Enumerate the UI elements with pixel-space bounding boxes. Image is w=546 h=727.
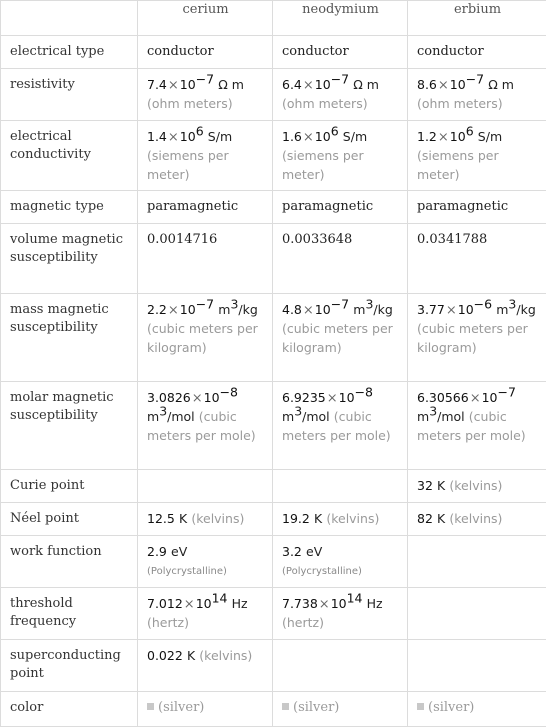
row-curie-point xyxy=(1,470,546,503)
cell-neodymium: conductor xyxy=(273,36,408,69)
cell-cerium: $7.012\times 10^{14}$ Hz (hertz) xyxy=(138,588,273,640)
row-electrical-type xyxy=(1,36,546,69)
column-header-erbium: erbium xyxy=(408,1,546,36)
cell-neodymium: 19.2 K (kelvins) xyxy=(273,503,408,536)
row-resistivity xyxy=(1,69,546,121)
row-label: work function xyxy=(1,536,138,588)
row-neel-point xyxy=(1,503,546,536)
cell-neodymium: 0.0033648 xyxy=(273,224,408,294)
row-label: Néel point xyxy=(1,503,138,536)
cell-erbium xyxy=(408,588,546,640)
cell-erbium xyxy=(408,536,546,588)
row-threshold-frequency xyxy=(1,588,546,640)
row-mass-magnetic-susceptibility xyxy=(1,294,546,382)
cell-erbium: conductor xyxy=(408,36,546,69)
row-label: electrical type xyxy=(1,36,138,69)
cell-erbium: 82 K (kelvins) xyxy=(408,503,546,536)
cell-cerium: $1.4\times 10^6$ S/m (siemens per meter) xyxy=(138,121,273,191)
cell-neodymium: (silver) xyxy=(273,692,408,727)
row-label: resistivity xyxy=(1,69,138,121)
cell-neodymium: $6.4\times 10^{-7}$ Ω m (ohm meters) xyxy=(273,69,408,121)
row-molar-magnetic-susceptibility xyxy=(1,382,546,470)
row-work-function xyxy=(1,536,546,588)
cell-cerium: 12.5 K (kelvins) xyxy=(138,503,273,536)
cell-neodymium: 3.2 eV (Polycrystalline) xyxy=(273,536,408,588)
cell-cerium: $7.4\times 10^{-7}$ Ω m (ohm meters) xyxy=(138,69,273,121)
cell-neodymium: $7.738\times 10^{14}$ Hz (hertz) xyxy=(273,588,408,640)
cell-cerium: 0.022 K (kelvins) xyxy=(138,640,273,692)
cell-neodymium: $4.8\times 10^{-7}$ $m^3/kg$ (cubic meters per kilogram) xyxy=(273,294,408,382)
cell-cerium: paramagnetic xyxy=(138,191,273,224)
row-label: volume magnetic susceptibility xyxy=(1,224,138,294)
cell-neodymium: paramagnetic xyxy=(273,191,408,224)
color-swatch-icon xyxy=(417,703,424,710)
cell-erbium: $8.6\times 10^{-7}$ Ω m (ohm meters) xyxy=(408,69,546,121)
column-header-cerium: cerium xyxy=(138,1,273,36)
cell-erbium: $3.77\times 10^{-6}$ $m^3/kg$ (cubic meters per kilogram) xyxy=(408,294,546,382)
cell-neodymium xyxy=(273,470,408,503)
header-row xyxy=(1,1,546,36)
row-electrical-conductivity xyxy=(1,121,546,191)
cell-cerium: conductor xyxy=(138,36,273,69)
row-magnetic-type xyxy=(1,191,546,224)
column-header-neodymium: neodymium xyxy=(273,1,408,36)
cell-erbium: 0.0341788 xyxy=(408,224,546,294)
row-label: threshold frequency xyxy=(1,588,138,640)
row-label: superconducting point xyxy=(1,640,138,692)
cell-erbium: 32 K (kelvins) xyxy=(408,470,546,503)
row-label: color xyxy=(1,692,138,727)
cell-erbium xyxy=(408,640,546,692)
corner-cell xyxy=(1,1,138,36)
row-label: mass magnetic susceptibility xyxy=(1,294,138,382)
cell-cerium xyxy=(138,470,273,503)
cell-erbium: $6.30566\times 10^{-7}$ $m^3$/mol (cubic meters per mole) xyxy=(408,382,546,470)
cell-neodymium: $1.6\times 10^6$ S/m (siemens per meter) xyxy=(273,121,408,191)
row-label: electrical conductivity xyxy=(1,121,138,191)
cell-erbium: (silver) xyxy=(408,692,546,727)
row-label: magnetic type xyxy=(1,191,138,224)
cell-neodymium: $6.9235\times 10^{-8}$ $m^3$/mol (cubic meters per mole) xyxy=(273,382,408,470)
cell-cerium: $2.2\times 10^{-7}$ $m^3/kg$ (cubic meters per kilogram) xyxy=(138,294,273,382)
row-superconducting-point xyxy=(1,640,546,692)
cell-cerium: 0.0014716 xyxy=(138,224,273,294)
row-label: molar magnetic susceptibility xyxy=(1,382,138,470)
cell-cerium: $3.0826\times 10^{-8}$ $m^3$/mol (cubic meters per mole) xyxy=(138,382,273,470)
cell-erbium: paramagnetic xyxy=(408,191,546,224)
cell-neodymium xyxy=(273,640,408,692)
cell-cerium: 2.9 eV (Polycrystalline) xyxy=(138,536,273,588)
row-label: Curie point xyxy=(1,470,138,503)
row-volume-magnetic-susceptibility xyxy=(1,224,546,294)
row-color xyxy=(1,692,546,727)
cell-erbium: $1.2\times 10^6$ S/m (siemens per meter) xyxy=(408,121,546,191)
cell-cerium: (silver) xyxy=(138,692,273,727)
color-swatch-icon xyxy=(282,703,289,710)
color-swatch-icon xyxy=(147,703,154,710)
